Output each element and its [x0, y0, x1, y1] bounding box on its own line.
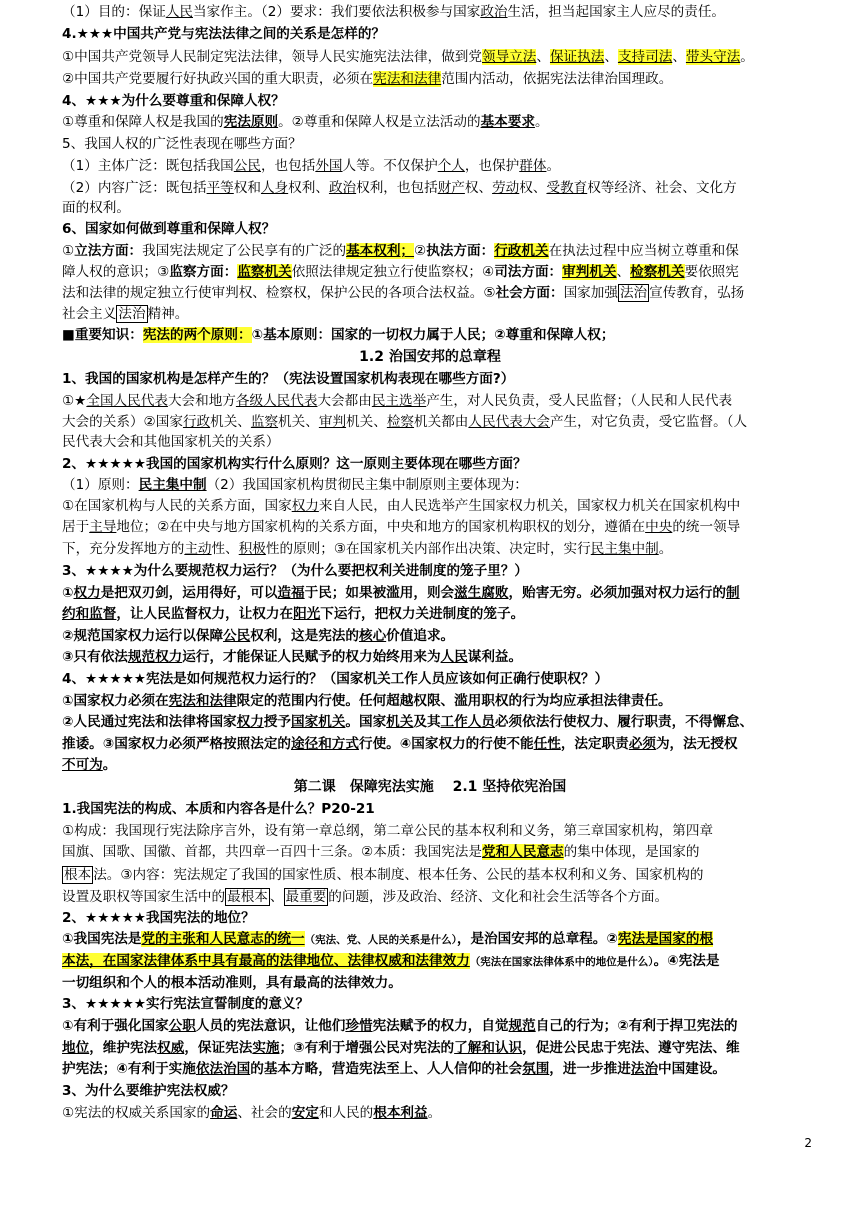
- text-run: 范围内活动，依据宪法法律治国理政。: [441, 71, 673, 87]
- underlined-term: 主导: [89, 519, 117, 535]
- text-run: ①构成：我国现行宪法除序言外，设有第一章总纲，第二章公民的基本权利和义务，第三章国家机构，第四章: [62, 823, 714, 839]
- text-run: 4、★★★为什么要尊重和保障人权？: [62, 93, 285, 109]
- text-run: 机关、: [346, 414, 387, 430]
- text-run: ①: [62, 585, 74, 601]
- underlined-term: 各级人民代表: [235, 393, 318, 409]
- text-line: [62, 541, 822, 558]
- text-run: ，进一步推进: [549, 1061, 631, 1077]
- question-line: [62, 456, 822, 473]
- text-run: 、: [616, 264, 631, 280]
- underlined-term: 受教育: [546, 180, 588, 196]
- text-run: ，也包括: [260, 158, 316, 174]
- underlined-term: 积极: [238, 541, 266, 557]
- text-run: 为，法无授权: [655, 736, 738, 752]
- text-run: 。: [102, 757, 117, 773]
- question-line: [62, 649, 822, 666]
- text-run: 精神。: [147, 306, 189, 322]
- text-run: （宪法在国家法律体系中的地位是什么）: [469, 956, 654, 968]
- text-run: ，也保护: [464, 158, 520, 174]
- underlined-term: 人民: [165, 4, 193, 20]
- underlined-term: 公民: [233, 158, 261, 174]
- underlined-term: 实施: [252, 1040, 280, 1056]
- text-run: 6、国家如何做到尊重和保障人权？: [62, 221, 276, 237]
- text-run: （2）我国国家机构贯彻民主集中制原则主要体现为：: [206, 477, 528, 493]
- question-line: [62, 1040, 822, 1057]
- text-line: [62, 823, 822, 840]
- text-run: 机关都由: [414, 414, 469, 430]
- text-run: 4.★★★中国共产党与宪法法律之间的关系是怎样的？: [62, 26, 386, 42]
- question-line: [62, 931, 822, 949]
- text-run: 谋利益。: [467, 649, 523, 665]
- highlighted-term: 行政机关: [494, 243, 549, 259]
- boxed-term: 最重要: [285, 889, 327, 905]
- question-line: [62, 221, 822, 238]
- highlighted-term: 监察机关: [237, 264, 292, 280]
- text-run: 1.我国宪法的构成、本质和内容各是什么？P20-21: [62, 801, 375, 817]
- text-run: 权、: [519, 180, 547, 196]
- text-run: 一切组织和个人的根本活动准则，具有最高的法律效力。: [62, 975, 402, 991]
- question-line: [62, 757, 822, 774]
- text-run: 法和法律的规定独立行使审判权、检察权，保护公民的各项合法权益。⑤: [62, 285, 496, 301]
- text-run: 障人权的意识；③: [62, 264, 170, 280]
- text-line: [62, 243, 822, 260]
- underlined-term: 监察: [250, 414, 279, 430]
- text-run: 2、★★★★★我国的国家机构实行什么原则？这一原则主要体现在哪些方面？: [62, 456, 527, 472]
- text-run: ①★: [62, 393, 87, 409]
- text-run: （宪法、党、人民的关系是什么）: [304, 934, 457, 946]
- text-run: ，法定职责: [560, 736, 629, 752]
- text-line: [62, 114, 822, 131]
- boxed-term: 法治: [118, 306, 146, 322]
- underlined-term: 根本利益: [373, 1105, 428, 1121]
- text-run: 中国建设。: [658, 1061, 727, 1077]
- underlined-term: 民主选举: [371, 393, 427, 409]
- highlighted-term: 宪法是国家的根: [617, 931, 714, 947]
- underlined-term: 命运: [210, 1105, 238, 1121]
- underlined-term: 机关: [386, 714, 414, 730]
- underlined-term: 规范权力: [127, 649, 183, 665]
- underlined-term: 行政: [182, 414, 211, 430]
- text-run: 宣传教育，弘扬: [649, 285, 745, 301]
- underlined-term: 权力: [73, 585, 101, 601]
- text-line: [62, 498, 822, 515]
- question-line: [62, 801, 822, 818]
- text-run: 当家作主。（2）要求：我们要依法积极参与国家: [193, 4, 481, 20]
- text-run: 大会都由: [317, 393, 372, 409]
- text-run: 监察方面：: [169, 264, 238, 280]
- underlined-term: 财产: [437, 180, 465, 196]
- underlined-term: 权威: [157, 1040, 185, 1056]
- underlined-term: 政治: [480, 4, 508, 20]
- text-run: 人员的宪法意识，让他们: [195, 1018, 346, 1034]
- text-run: 大会和地方: [167, 393, 236, 409]
- underlined-term: 群体: [519, 158, 547, 174]
- underlined-term: 制: [726, 585, 740, 601]
- question-line: [62, 736, 822, 753]
- text-run: 宪法赋予的权力，自觉: [372, 1018, 509, 1034]
- underlined-term: 任性: [533, 736, 561, 752]
- text-run: 的统一领导: [672, 519, 741, 535]
- underlined-term: 公民: [223, 628, 251, 644]
- text-run: 民代表大会和其他国家机关的关系）: [62, 434, 280, 450]
- text-run: ①在国家机构与人民的关系方面，国家: [62, 498, 292, 514]
- text-run: （1）原则：: [62, 477, 139, 493]
- question-line: [62, 975, 822, 992]
- text-run: 2、★★★★★我国宪法的地位？: [62, 910, 255, 926]
- text-run: 下，充分发挥地方的: [62, 541, 185, 557]
- text-run: 必须依法行使权力、履行职责，不得懈怠、: [494, 714, 754, 730]
- underlined-term: 必须: [628, 736, 656, 752]
- highlighted-term: 审判机关: [562, 264, 617, 280]
- text-run: ；③有利于增强公民对宪法的: [279, 1040, 455, 1056]
- text-run: 权等经济、社会、文化方: [587, 180, 737, 196]
- text-run: 、: [536, 49, 550, 65]
- text-line: [62, 180, 822, 197]
- underlined-term: 阳光: [293, 606, 321, 622]
- underlined-term: 工作人员: [440, 714, 495, 730]
- underlined-term: 法治: [630, 1061, 659, 1077]
- underlined-term: 约和监督: [62, 606, 117, 622]
- text-line: [62, 434, 822, 451]
- question-line: [62, 1061, 822, 1078]
- underlined-term: 氛围: [522, 1061, 550, 1077]
- text-run: 人等。不仅保护: [342, 158, 438, 174]
- question-line: [62, 714, 822, 731]
- text-run: 。④宪法是: [653, 953, 720, 969]
- highlighted-term: 检察机关: [630, 264, 685, 280]
- text-run: ，是治国安邦的总章程。②: [456, 931, 618, 947]
- text-run: 权和: [233, 180, 261, 196]
- highlighted-term: 支持司法: [617, 49, 673, 65]
- underlined-term: 国家机关: [291, 714, 346, 730]
- text-run: 和人民的: [318, 1105, 374, 1121]
- highlighted-term: 领导立法: [482, 49, 537, 65]
- text-run: 依照法律规定独立行使监察权；④: [291, 264, 495, 280]
- underlined-term: 权力: [236, 714, 264, 730]
- text-run: ■重要知识：: [62, 327, 143, 343]
- text-run: 。: [534, 114, 549, 130]
- text-run: 居于: [62, 519, 90, 535]
- underlined-term: 滋生腐败: [454, 585, 509, 601]
- text-run: ①尊重和保障人权是我国的: [62, 114, 224, 130]
- question-line: [62, 671, 822, 688]
- text-run: 1、我国的国家机构是怎样产生的？（宪法设置国家机构表现在哪些方面?）: [62, 371, 515, 387]
- question-line: [62, 563, 822, 580]
- question-line: [62, 585, 822, 602]
- text-run: ，促进公民忠于宪法、遵守宪法、维: [522, 1040, 740, 1056]
- text-run: （2）内容广泛：既包括: [62, 180, 207, 196]
- text-line: [62, 158, 822, 175]
- section-heading: [0, 349, 860, 366]
- underlined-term: 政治: [328, 180, 357, 196]
- underlined-term: 了解和认识: [454, 1040, 523, 1056]
- text-run: 3、★★★★为什么要规范权力运行？（为什么要把权利关进制度的笼子里？）: [62, 563, 529, 579]
- text-line: [62, 4, 822, 21]
- underlined-term: 主动: [184, 541, 212, 557]
- text-run: 推诿。③国家权力必须严格按照法定的: [62, 736, 292, 752]
- text-line: [62, 136, 822, 153]
- text-run: 社会方面：: [495, 285, 564, 301]
- text-run: 。: [427, 1105, 442, 1121]
- question-line: [62, 628, 822, 645]
- text-run: ，让人民监督权力，让权力在: [116, 606, 294, 622]
- underlined-term: 人民: [440, 649, 468, 665]
- question-line: [62, 26, 822, 43]
- text-run: ，维护宪法: [89, 1040, 158, 1056]
- text-run: 在执法过程中应当树立尊重和保: [548, 243, 739, 259]
- text-run: ①中国共产党领导人民制定宪法法律，领导人民实施宪法法律，做到党: [62, 49, 482, 65]
- text-run: 地位；②在中央与地方国家机构的关系方面，中央和地方的国家机构职权的划分，遵循在: [116, 519, 646, 535]
- underlined-term: 公职: [168, 1018, 196, 1034]
- text-run: ①我国宪法是: [62, 931, 142, 947]
- text-run: 及其: [413, 714, 441, 730]
- underlined-term: 民主集中制: [138, 477, 207, 493]
- text-line: [62, 49, 822, 66]
- question-line: [62, 371, 822, 388]
- text-run: 限定的范围内行使。任何超越权限、滥用职权的行为均应承担法律责任。: [236, 693, 672, 709]
- text-run: 是把双刃剑，运用得好，可以: [100, 585, 278, 601]
- text-run: ③只有依法: [62, 649, 128, 665]
- text-line: [62, 889, 822, 906]
- text-line: [62, 71, 822, 88]
- text-run: 性的原则；③在国家机关内部作出决策、决定时，实行: [265, 541, 591, 557]
- question-line: [62, 93, 822, 110]
- text-run: 1.2 治国安邦的总章程: [359, 349, 501, 365]
- text-run: ①国家权力必须在: [62, 693, 169, 709]
- text-run: 。②尊重和保障人权是立法活动的: [278, 114, 481, 130]
- underlined-term: 宪法原则: [223, 114, 279, 130]
- underlined-term: 检察: [386, 414, 415, 430]
- text-run: 大会的关系）②国家: [62, 414, 183, 430]
- text-run: 执法方面：: [426, 243, 495, 259]
- underlined-term: 宪法和法律: [168, 693, 237, 709]
- question-line: [62, 953, 822, 971]
- text-run: ②人民通过宪法和法律将国家: [62, 714, 237, 730]
- text-run: 。国家: [345, 714, 387, 730]
- text-run: 国旗、国歌、国徽、首都，共四章一百四十三条。②本质：我国宪法是: [62, 844, 482, 860]
- text-run: 法。③内容：宪法规定了我国的国家性质、根本制度、根本任务、公民的基本权利和义务、国家机构的: [93, 867, 704, 883]
- highlighted-term: 基本权利；: [346, 243, 415, 259]
- text-run: ，贻害无穷。必须加强对权力运行的: [508, 585, 727, 601]
- underlined-term: 平等: [206, 180, 234, 196]
- underlined-term: 人民代表大会: [468, 414, 550, 430]
- text-line: [62, 519, 822, 536]
- highlighted-term: 宪法的两个原则：: [142, 327, 252, 343]
- text-run: ①宪法的权威关系国家的: [62, 1105, 211, 1121]
- underlined-term: 造福: [277, 585, 305, 601]
- underlined-term: 个人: [437, 158, 465, 174]
- text-run: ②中国共产党要履行好执政兴国的重大职责，必须在: [62, 71, 374, 87]
- text-run: ，保证宪法: [184, 1040, 253, 1056]
- text-run: 权利，这是宪法的: [250, 628, 359, 644]
- question-line: [62, 1018, 822, 1035]
- text-run: 司法方面：: [494, 264, 563, 280]
- underlined-term: 核心: [358, 628, 387, 644]
- text-run: 、社会的: [237, 1105, 292, 1121]
- text-line: [62, 1105, 822, 1122]
- text-run: 价值追求。: [386, 628, 455, 644]
- text-run: 于民；如果被滥用，则会: [304, 585, 455, 601]
- text-run: 。: [658, 541, 673, 557]
- text-line: [62, 200, 822, 217]
- underlined-term: 外国: [315, 158, 343, 174]
- text-run: 下运行，把权力关进制度的笼子。: [320, 606, 525, 622]
- text-run: 的集中体现，是国家的: [563, 844, 700, 860]
- highlighted-term: 带头守法: [685, 49, 741, 65]
- text-run: ②规范国家权力运行以保障: [62, 628, 224, 644]
- text-run: 机关、: [278, 414, 319, 430]
- underlined-term: 劳动: [492, 180, 520, 196]
- boxed-term: 最根本: [227, 889, 268, 905]
- text-run: 授予: [263, 714, 292, 730]
- text-line: [62, 393, 822, 410]
- text-run: 权利、: [288, 180, 329, 196]
- underlined-term: 人身: [260, 180, 289, 196]
- text-run: 产生，对它负责，受它监督。（人: [549, 414, 748, 430]
- highlighted-term: 党和人民意志: [482, 844, 564, 860]
- text-run: 、: [604, 49, 618, 65]
- text-run: 我国宪法规定了公民享有的广泛的: [142, 243, 347, 259]
- text-line: [62, 414, 822, 431]
- underlined-term: 地位: [62, 1040, 90, 1056]
- text-run: （1）目的：保证: [62, 4, 166, 20]
- question-line: [62, 910, 822, 927]
- text-run: 、: [672, 49, 686, 65]
- text-run: 自己的行为；②有利于捍卫宪法的: [535, 1018, 738, 1034]
- question-line: [62, 327, 822, 344]
- text-run: 5、我国人权的广泛性表现在哪些方面？: [62, 136, 302, 152]
- underlined-term: 民主集中制: [590, 541, 659, 557]
- text-line: [62, 285, 822, 302]
- text-run: 产生，对人民负责，受人民监督；（人民和人民代表: [426, 393, 733, 409]
- text-run: 性、: [211, 541, 239, 557]
- underlined-term: 安定: [291, 1105, 319, 1121]
- text-run: 第二课 保障宪法实施 2.1 坚持依宪治国: [293, 779, 567, 795]
- text-run: 立法方面：: [74, 243, 143, 259]
- text-run: 权利，也包括: [356, 180, 438, 196]
- text-run: 设置及职权等国家生活中的: [62, 889, 226, 905]
- text-run: ②: [414, 243, 427, 259]
- boxed-term: 法治: [619, 285, 648, 301]
- highlighted-term: 保证执法: [549, 49, 605, 65]
- text-run: ①有利于强化国家: [62, 1018, 169, 1034]
- text-line: [62, 477, 822, 494]
- underlined-term: 依法治国: [195, 1061, 251, 1077]
- highlighted-term: 本法，在国家法律体系中具有最高的法律地位、法律权威和法律效力: [62, 953, 470, 969]
- text-run: 国家加强: [563, 285, 618, 301]
- highlighted-term: 党的主张和人民意志的统一: [141, 931, 305, 947]
- text-run: 护宪法；④有利于实施: [62, 1061, 196, 1077]
- text-run: 的基本方略，营造宪法至上、人人信仰的社会: [250, 1061, 523, 1077]
- underlined-term: 审判: [318, 414, 347, 430]
- question-line: [62, 996, 822, 1013]
- text-run: 来自人民，由人民选举产生国家权力机关，国家权力机关在国家机构中: [318, 498, 741, 514]
- text-run: （1）主体广泛：既包括我国: [62, 158, 234, 174]
- text-line: [62, 264, 822, 281]
- text-run: ①: [62, 243, 75, 259]
- page-number: 2: [804, 1136, 812, 1150]
- text-run: 运行，才能保证人民赋予的权力始终用来为: [182, 649, 441, 665]
- text-run: 社会主义: [62, 306, 117, 322]
- question-line: [62, 1083, 822, 1100]
- text-run: 。: [740, 49, 754, 65]
- text-run: 4、★★★★★宪法是如何规范权力运行的？（国家机关工作人员应该如何正确行使职权？）: [62, 671, 609, 687]
- underlined-term: 珍惜: [345, 1018, 373, 1034]
- section-heading: [0, 779, 860, 796]
- question-line: [62, 693, 822, 710]
- text-run: 要依照宪: [684, 264, 739, 280]
- text-run: 生活，担当起国家主人应尽的责任。: [507, 4, 726, 20]
- underlined-term: 途径和方式: [291, 736, 359, 752]
- underlined-term: 全国人民代表: [86, 393, 168, 409]
- text-run: 权、: [464, 180, 493, 196]
- underlined-term: 规范: [508, 1018, 536, 1034]
- text-line: [62, 844, 822, 861]
- text-run: 行使。④国家权力的行使不能: [358, 736, 534, 752]
- text-line: [62, 867, 822, 884]
- text-run: 的问题，涉及政治、经济、文化和社会生活等各个方面。: [328, 889, 669, 905]
- text-run: 3、★★★★★实行宪法宣誓制度的意义？: [62, 996, 310, 1012]
- text-run: ①基本原则：国家的一切权力属于人民；②尊重和保障人权；: [251, 327, 615, 343]
- underlined-term: 基本要求: [480, 114, 535, 130]
- highlighted-term: 宪法和法律: [373, 71, 442, 87]
- underlined-term: 中央: [645, 519, 673, 535]
- text-run: 机关、: [210, 414, 251, 430]
- text-run: 3、为什么要维护宪法权威？: [62, 1083, 235, 1099]
- text-run: 、: [269, 889, 284, 905]
- text-run: 面的权利。: [62, 200, 130, 216]
- text-run: 。: [546, 158, 561, 174]
- question-line: [62, 606, 822, 623]
- text-line: [62, 306, 822, 323]
- underlined-term: 不可为: [62, 757, 103, 773]
- boxed-term: 根本: [64, 867, 92, 883]
- underlined-term: 权力: [291, 498, 319, 514]
